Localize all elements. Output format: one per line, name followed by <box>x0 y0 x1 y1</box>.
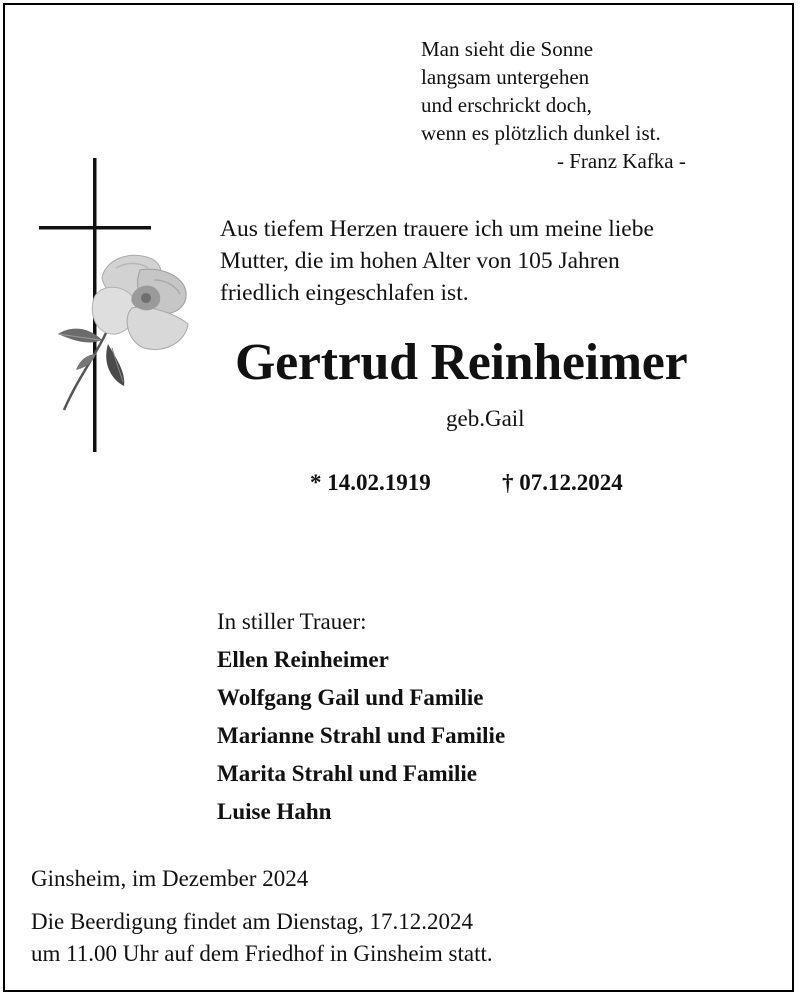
mourner-name: Luise Hahn <box>217 799 332 824</box>
cross-with-flower <box>36 158 196 458</box>
funeral-line: Die Beerdigung findet am Dienstag, 17.12.2024 <box>31 909 474 934</box>
intro-text <box>220 213 654 309</box>
place-date: Ginsheim, im Dezember 2024 <box>31 866 309 891</box>
cross-icon <box>36 158 196 458</box>
quote-line: Man sieht die Sonne <box>421 37 594 61</box>
kafka-quote <box>421 35 686 175</box>
maiden-name: geb.Gail <box>446 406 525 431</box>
mourner-name: Marita Strahl und Familie <box>217 761 478 786</box>
birth-date: * 14.02.1919 <box>310 470 431 495</box>
death-date: † 07.12.2024 <box>502 470 623 495</box>
funeral-notice <box>31 906 493 970</box>
mourner-name: Ellen Reinheimer <box>217 647 389 672</box>
mourners-list <box>217 604 505 831</box>
quote-line: langsam untergehen <box>421 65 590 89</box>
mourner-name: Wolfgang Gail und Familie <box>217 685 484 710</box>
intro-line: friedlich eingeschlafen ist. <box>220 280 469 306</box>
intro-line: Mutter, die im hohen Alter von 105 Jahren <box>220 248 620 274</box>
flower-icon <box>58 255 188 410</box>
quote-line: und erschrickt doch, <box>421 93 592 117</box>
mourners-label: In stiller Trauer: <box>217 609 367 634</box>
quote-author: - Franz Kafka - <box>557 149 686 173</box>
mourner-name: Marianne Strahl und Familie <box>217 723 506 748</box>
intro-line: Aus tiefem Herzen trauere ich um meine liebe <box>220 216 654 242</box>
quote-line: wenn es plötzlich dunkel ist. <box>421 121 661 145</box>
deceased-name: Gertrud Reinheimer <box>235 334 688 391</box>
funeral-line: um 11.00 Uhr auf dem Friedhof in Ginsheim statt. <box>31 941 493 966</box>
